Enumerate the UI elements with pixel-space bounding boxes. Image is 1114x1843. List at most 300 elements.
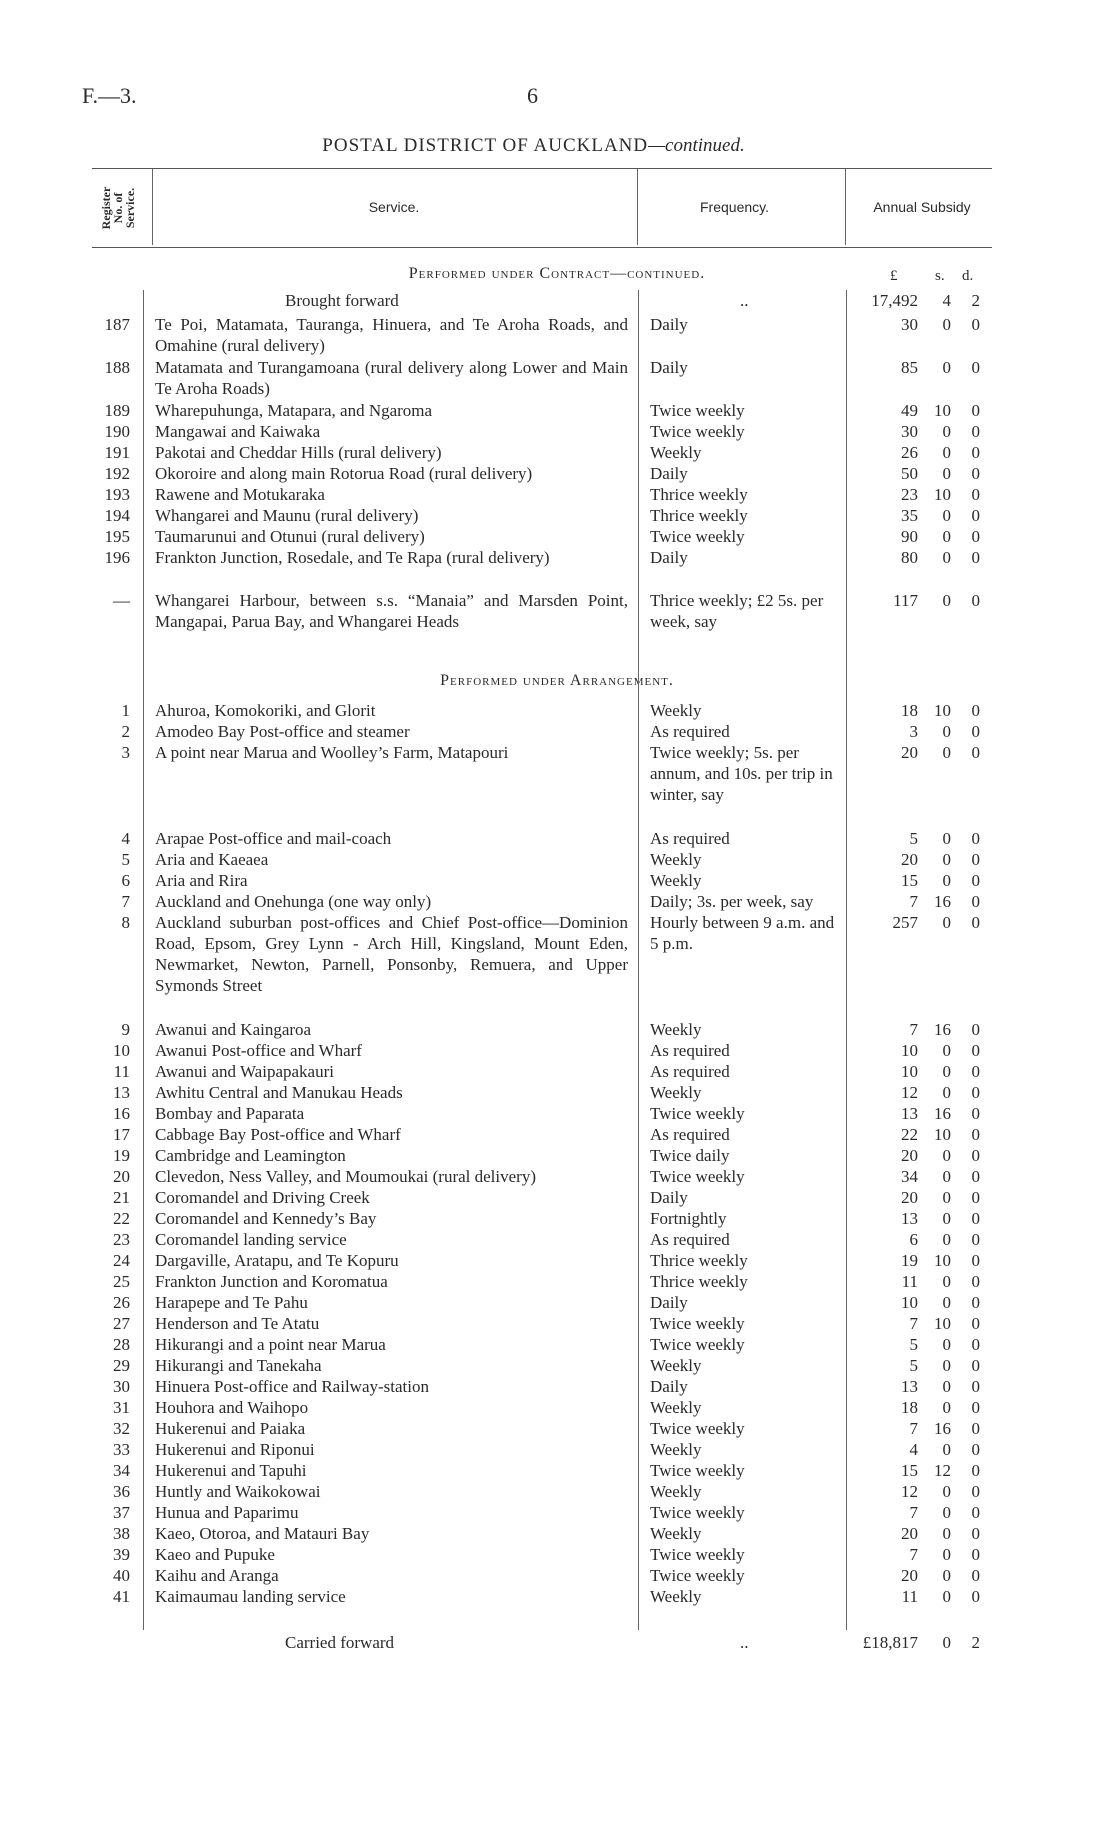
- service-name: Kaimaumau landing service: [155, 1587, 346, 1606]
- register-number: 188: [104, 358, 130, 377]
- register-number: 28: [113, 1335, 130, 1354]
- subsidy-pounds: 5: [909, 1356, 918, 1375]
- page-number: 6: [527, 83, 538, 108]
- subsidy-pence: 0: [971, 1209, 980, 1228]
- service-name: Frankton Junction, Rosedale, and Te Rapa (rural delivery): [155, 548, 550, 567]
- subsidy-shillings: 16: [934, 892, 951, 911]
- subsidy-pounds: 90: [901, 527, 918, 546]
- register-number: 32: [113, 1419, 130, 1438]
- subsidy-pence: 0: [971, 829, 980, 848]
- subsidy-pounds: 10: [901, 1062, 918, 1081]
- subsidy-pence: 0: [971, 1545, 980, 1564]
- subsidy-pounds: 11: [901, 1587, 918, 1606]
- service-name: Kaeo, Otoroa, and Matauri Bay: [155, 1524, 370, 1543]
- frequency: Twice weekly: [650, 1335, 745, 1354]
- frequency: Twice weekly: [650, 1314, 745, 1333]
- subsidy-pounds: 20: [901, 1524, 918, 1543]
- register-number: 23: [113, 1230, 130, 1249]
- subsidy-pence: 0: [971, 892, 980, 911]
- subsidy-shillings: 10: [934, 401, 951, 420]
- frequency: As required: [650, 1230, 730, 1249]
- register-number: 13: [113, 1083, 130, 1102]
- register-number: 25: [113, 1272, 130, 1291]
- frequency: As required: [650, 829, 730, 848]
- subsidy-pounds: 7: [909, 1020, 918, 1039]
- register-number: 19: [113, 1146, 130, 1165]
- subsidy-pence: 0: [971, 1335, 980, 1354]
- subsidy-pence: 0: [971, 1503, 980, 1522]
- subsidy-pence: 0: [971, 1524, 980, 1543]
- subsidy-pence: 0: [971, 464, 980, 483]
- subsidy-shillings: 0: [942, 1146, 951, 1165]
- service-name: Coromandel landing service: [155, 1230, 347, 1249]
- subsidy-pounds: 30: [901, 315, 918, 334]
- frequency: Daily; 3s. per week, say: [650, 892, 814, 911]
- frequency: Thrice weekly: [650, 1251, 748, 1270]
- subsidy-shillings: 0: [942, 548, 951, 567]
- currency-pounds: £: [890, 268, 898, 284]
- subsidy-shillings: 0: [942, 1524, 951, 1543]
- frequency: Twice weekly: [650, 1545, 745, 1564]
- subsidy-pounds: 35: [901, 506, 918, 525]
- subsidy-pence: 0: [971, 1377, 980, 1396]
- subsidy-shillings: 0: [942, 358, 951, 377]
- service-name: Amodeo Bay Post-office and steamer: [155, 722, 410, 741]
- subsidy-shillings: 10: [934, 701, 951, 720]
- subsidy-pence: 0: [971, 722, 980, 741]
- subsidy-pounds: 12: [901, 1482, 918, 1501]
- register-number: 21: [113, 1188, 130, 1207]
- subsidy-pence: 0: [971, 1440, 980, 1459]
- subsidy-shillings: 16: [934, 1104, 951, 1123]
- register-column-header: Register No. of Service.: [99, 186, 137, 230]
- service-name: Frankton Junction and Koromatua: [155, 1272, 388, 1291]
- subsidy-shillings: 0: [942, 1633, 951, 1652]
- frequency: Weekly: [650, 1356, 702, 1375]
- register-number: 191: [104, 443, 130, 462]
- register-number: 11: [113, 1062, 130, 1081]
- register-number: 190: [104, 422, 130, 441]
- page-reference: F.—3.: [82, 83, 137, 108]
- frequency: As required: [650, 1125, 730, 1144]
- subsidy-pence: 0: [971, 1062, 980, 1081]
- subsidy-pounds: 26: [901, 443, 918, 462]
- subsidy-shillings: 0: [942, 913, 951, 932]
- frequency: Weekly: [650, 871, 702, 890]
- subsidy-pence: 0: [971, 1020, 980, 1039]
- service-name: Ahuroa, Komokoriki, and Glorit: [155, 701, 376, 720]
- subsidy-pounds: 117: [893, 591, 918, 610]
- subsidy-pence: 0: [971, 591, 980, 610]
- subsidy-shillings: 0: [942, 1377, 951, 1396]
- subsidy-pounds: 50: [901, 464, 918, 483]
- frequency: Twice weekly: [650, 1566, 745, 1585]
- frequency: Twice weekly: [650, 1104, 745, 1123]
- service-name: Hikurangi and a point near Marua: [155, 1335, 386, 1354]
- subsidy-shillings: 0: [942, 1482, 951, 1501]
- subsidy-pence: 0: [971, 401, 980, 420]
- subsidy-pence: 0: [971, 548, 980, 567]
- subsidy-pounds: 4: [909, 1440, 918, 1459]
- service-name: Brought forward: [285, 291, 399, 310]
- service-name: Hukerenui and Riponui: [155, 1440, 315, 1459]
- service-name: Hunua and Paparimu: [155, 1503, 299, 1522]
- subsidy-pounds: 15: [901, 871, 918, 890]
- frequency: Twice weekly: [650, 422, 745, 441]
- subsidy-pounds: 10: [901, 1293, 918, 1312]
- service-name: Huntly and Waikokowai: [155, 1482, 321, 1501]
- subsidy-pence: 0: [971, 506, 980, 525]
- service-name: Auckland suburban post-offices and Chief Post-office—Dominion Road, Epsom, Grey Lynn - Arch Hill, Kingsland, Mount Eden, Newmarket, Newton, Parnell, Ponsonby, Remuera, and Upper Symonds Street: [155, 913, 628, 995]
- frequency: Twice weekly: [650, 1503, 745, 1522]
- service-name: Clevedon, Ness Valley, and Moumoukai (rural delivery): [155, 1167, 536, 1186]
- subsidy-shillings: 0: [942, 506, 951, 525]
- subsidy-pence: 0: [971, 1146, 980, 1165]
- register-number: 26: [113, 1293, 130, 1312]
- subsidy-pence: 0: [971, 1356, 980, 1375]
- subsidy-pence: 2: [971, 291, 980, 310]
- subsidy-pounds: 13: [901, 1104, 918, 1123]
- service-name: Kaihu and Aranga: [155, 1566, 279, 1585]
- subsidy-pence: 0: [971, 743, 980, 762]
- frequency: Weekly: [650, 1482, 702, 1501]
- service-name: Awanui and Waipapakauri: [155, 1062, 334, 1081]
- frequency: Daily: [650, 315, 688, 334]
- register-number: 6: [121, 871, 130, 890]
- frequency: Weekly: [650, 443, 702, 462]
- subsidy-shillings: 12: [934, 1461, 951, 1480]
- service-name: Matamata and Turangamoana (rural delivery along Lower and Main Te Aroha Roads): [155, 358, 628, 398]
- subsidy-shillings: 4: [942, 291, 951, 310]
- frequency: Twice daily: [650, 1146, 730, 1165]
- subsidy-pence: 0: [971, 1188, 980, 1207]
- service-name: Henderson and Te Atatu: [155, 1314, 320, 1333]
- subsidy-pence: 0: [971, 871, 980, 890]
- subsidy-pounds: 20: [901, 1566, 918, 1585]
- register-number: 2: [121, 722, 130, 741]
- service-name: Mangawai and Kaiwaka: [155, 422, 321, 441]
- subsidy-pence: 0: [971, 1041, 980, 1060]
- subsidy-pounds: 7: [909, 1545, 918, 1564]
- subsidy-pence: 0: [971, 913, 980, 932]
- frequency: Twice weekly: [650, 1167, 745, 1186]
- service-name: Cabbage Bay Post-office and Wharf: [155, 1125, 401, 1144]
- register-number: 193: [104, 485, 130, 504]
- subsidy-pounds: 22: [901, 1125, 918, 1144]
- service-name: Taumarunui and Otunui (rural delivery): [155, 527, 425, 546]
- subsidy-pounds: 49: [901, 401, 918, 420]
- subsidy-shillings: 0: [942, 1041, 951, 1060]
- subsidy-shillings: 0: [942, 1587, 951, 1606]
- register-number: 7: [121, 892, 130, 911]
- subsidy-pounds: 19: [901, 1251, 918, 1270]
- subsidy-shillings: 0: [942, 829, 951, 848]
- register-number: 194: [104, 506, 130, 525]
- register-number: 41: [113, 1587, 130, 1606]
- currency-shillings: s.: [935, 268, 945, 284]
- subsidy-pence: 0: [971, 1230, 980, 1249]
- subsidy-shillings: 0: [942, 422, 951, 441]
- register-number: 10: [113, 1041, 130, 1060]
- register-number: 34: [113, 1461, 130, 1480]
- subsidy-pence: 0: [971, 527, 980, 546]
- subsidy-shillings: 0: [942, 1356, 951, 1375]
- frequency: Daily: [650, 1188, 688, 1207]
- frequency: Fortnightly: [650, 1209, 727, 1228]
- subsidy-shillings: 0: [942, 1293, 951, 1312]
- subsidy-shillings: 0: [942, 1272, 951, 1291]
- frequency: Daily: [650, 358, 688, 377]
- register-number: 39: [113, 1545, 130, 1564]
- subsidy-shillings: 0: [942, 315, 951, 334]
- subsidy-pounds: 20: [901, 1146, 918, 1165]
- subsidy-pounds: 18: [901, 1398, 918, 1417]
- frequency: Daily: [650, 548, 688, 567]
- subsidy-pence: 2: [971, 1633, 980, 1652]
- register-number: 24: [113, 1251, 130, 1270]
- subsidy-shillings: 10: [934, 1125, 951, 1144]
- subsidy-pence: 0: [971, 850, 980, 869]
- subsidy-shillings: 0: [942, 722, 951, 741]
- subsidy-pounds: 20: [901, 743, 918, 762]
- register-number: 8: [121, 913, 130, 932]
- subsidy-pounds: 20: [901, 850, 918, 869]
- frequency: Twice weekly: [650, 1461, 745, 1480]
- subsidy-pounds: 6: [909, 1230, 918, 1249]
- subsidy-pence: 0: [971, 1104, 980, 1123]
- service-name: Te Poi, Matamata, Tauranga, Hinuera, and Te Aroha Roads, and Omahine (rural delivery): [155, 315, 628, 355]
- service-name: Dargaville, Aratapu, and Te Kopuru: [155, 1251, 399, 1270]
- service-name: Bombay and Paparata: [155, 1104, 305, 1123]
- subsidy-pounds: 13: [901, 1377, 918, 1396]
- register-number: 9: [121, 1020, 130, 1039]
- subsidy-pence: 0: [971, 1083, 980, 1102]
- title-suffix: —continued.: [648, 135, 745, 156]
- service-name: Coromandel and Kennedy’s Bay: [155, 1209, 377, 1228]
- service-name: Awhitu Central and Manukau Heads: [155, 1083, 403, 1102]
- subsidy-shillings: 0: [942, 1230, 951, 1249]
- subsidy-shillings: 0: [942, 1167, 951, 1186]
- register-number: 27: [113, 1314, 130, 1333]
- subsidy-pence: 0: [971, 1461, 980, 1480]
- register-number: —: [113, 591, 130, 610]
- register-number: 33: [113, 1440, 130, 1459]
- frequency: Weekly: [650, 1020, 702, 1039]
- subsidy-pounds: 23: [901, 485, 918, 504]
- frequency: As required: [650, 1041, 730, 1060]
- subsidy-column-header: Annual Subsidy: [873, 199, 971, 215]
- register-number: 40: [113, 1566, 130, 1585]
- subsidy-pounds: 7: [909, 1314, 918, 1333]
- subsidy-pounds: 5: [909, 829, 918, 848]
- service-name: Coromandel and Driving Creek: [155, 1188, 370, 1207]
- frequency: ..: [740, 1633, 749, 1652]
- subsidy-shillings: 0: [942, 591, 951, 610]
- subsidy-pounds: 10: [901, 1041, 918, 1060]
- subsidy-pence: 0: [971, 1125, 980, 1144]
- service-name: Hinuera Post-office and Railway-station: [155, 1377, 429, 1396]
- subsidy-shillings: 16: [934, 1419, 951, 1438]
- subsidy-shillings: 0: [942, 743, 951, 762]
- subsidy-pence: 0: [971, 1272, 980, 1291]
- subsidy-pence: 0: [971, 1293, 980, 1312]
- register-number: 37: [113, 1503, 130, 1522]
- subsidy-pounds: 20: [901, 1188, 918, 1207]
- frequency: Twice weekly; 5s. per annum, and 10s. per trip in winter, say: [650, 743, 833, 804]
- subsidy-pounds: 13: [901, 1209, 918, 1228]
- register-number: 30: [113, 1377, 130, 1396]
- subsidy-pounds: 12: [901, 1083, 918, 1102]
- service-name: Awanui Post-office and Wharf: [155, 1041, 362, 1060]
- frequency: ..: [740, 291, 749, 310]
- register-number: 195: [104, 527, 130, 546]
- subsidy-pounds: 18: [901, 701, 918, 720]
- subsidy-shillings: 0: [942, 1062, 951, 1081]
- service-name: Awanui and Kaingaroa: [155, 1020, 312, 1039]
- service-name: Whangarei and Maunu (rural delivery): [155, 506, 419, 525]
- frequency: Weekly: [650, 1398, 702, 1417]
- subsidy-pounds: £18,817: [862, 1633, 918, 1652]
- service-column-header: Service.: [368, 199, 420, 215]
- service-name: Hikurangi and Tanekaha: [155, 1356, 322, 1375]
- subsidy-pounds: 34: [901, 1167, 918, 1186]
- frequency: Daily: [650, 1293, 688, 1312]
- frequency: Twice weekly: [650, 527, 745, 546]
- subsidy-pounds: 7: [909, 1419, 918, 1438]
- register-number: 36: [113, 1482, 130, 1501]
- subsidy-pounds: 15: [901, 1461, 918, 1480]
- register-number: 3: [121, 743, 130, 762]
- register-number: 189: [104, 401, 130, 420]
- service-name: Aria and Kaeaea: [155, 850, 269, 869]
- service-name: Rawene and Motukaraka: [155, 485, 325, 504]
- service-name: Pakotai and Cheddar Hills (rural delivery): [155, 443, 442, 462]
- subsidy-pounds: 257: [892, 913, 918, 932]
- service-name: Auckland and Onehunga (one way only): [155, 892, 432, 911]
- service-name: Hukerenui and Tapuhi: [155, 1461, 307, 1480]
- service-name: Whangarei Harbour, between s.s. “Manaia” and Marsden Point, Mangapai, Parua Bay, and Whangarei Heads: [155, 591, 628, 631]
- register-number: 29: [113, 1356, 130, 1375]
- frequency: Twice weekly: [650, 1419, 745, 1438]
- subsidy-shillings: 16: [934, 1020, 951, 1039]
- subsidy-pounds: 80: [901, 548, 918, 567]
- subsidy-shillings: 0: [942, 1083, 951, 1102]
- subsidy-pence: 0: [971, 422, 980, 441]
- section-arrangement-title: Performed under Arrangement.: [440, 672, 674, 689]
- subsidy-shillings: 0: [942, 464, 951, 483]
- frequency: Thrice weekly: [650, 485, 748, 504]
- subsidy-pounds: 17,492: [871, 291, 918, 310]
- subsidy-shillings: 0: [942, 527, 951, 546]
- subsidy-shillings: 0: [942, 1209, 951, 1228]
- subsidy-pence: 0: [971, 485, 980, 504]
- subsidy-shillings: 0: [942, 1335, 951, 1354]
- register-number: 20: [113, 1167, 130, 1186]
- frequency: As required: [650, 1062, 730, 1081]
- register-number: 192: [104, 464, 130, 483]
- subsidy-shillings: 10: [934, 485, 951, 504]
- subsidy-pence: 0: [971, 1167, 980, 1186]
- register-number: 31: [113, 1398, 130, 1417]
- service-name: A point near Marua and Woolley’s Farm, Matapouri: [155, 743, 509, 762]
- service-name: Cambridge and Leamington: [155, 1146, 346, 1165]
- frequency: Weekly: [650, 701, 702, 720]
- subsidy-pence: 0: [971, 358, 980, 377]
- frequency: As required: [650, 722, 730, 741]
- subsidy-pounds: 85: [901, 358, 918, 377]
- frequency: Twice weekly: [650, 401, 745, 420]
- title-main: POSTAL DISTRICT OF AUCKLAND: [322, 135, 649, 156]
- subsidy-pence: 0: [971, 1398, 980, 1417]
- subsidy-pence: 0: [971, 443, 980, 462]
- frequency: Hourly between 9 a.m. and 5 p.m.: [650, 913, 835, 953]
- frequency: Weekly: [650, 850, 702, 869]
- subsidy-pounds: 3: [909, 722, 918, 741]
- frequency: Daily: [650, 1377, 688, 1396]
- subsidy-pounds: 30: [901, 422, 918, 441]
- subsidy-pence: 0: [971, 1251, 980, 1270]
- subsidy-pence: 0: [971, 701, 980, 720]
- frequency: Daily: [650, 464, 688, 483]
- subsidy-pounds: 7: [909, 892, 918, 911]
- subsidy-shillings: 0: [942, 1545, 951, 1564]
- subsidy-shillings: 0: [942, 850, 951, 869]
- frequency: Thrice weekly: [650, 506, 748, 525]
- frequency: Weekly: [650, 1587, 702, 1606]
- subsidy-pence: 0: [971, 315, 980, 334]
- subsidy-shillings: 10: [934, 1251, 951, 1270]
- page-title: [0, 135, 1067, 157]
- register-number: 5: [121, 850, 130, 869]
- register-number: 187: [104, 315, 130, 334]
- subsidy-shillings: 0: [942, 1503, 951, 1522]
- subsidy-pence: 0: [971, 1419, 980, 1438]
- service-name: Carried forward: [285, 1633, 395, 1652]
- service-name: Harapepe and Te Pahu: [155, 1293, 308, 1312]
- register-number: 4: [121, 829, 130, 848]
- subsidy-pence: 0: [971, 1314, 980, 1333]
- service-name: Arapae Post-office and mail-coach: [155, 829, 392, 848]
- service-name: Wharepuhunga, Matapara, and Ngaroma: [155, 401, 433, 420]
- service-name: Houhora and Waihopo: [155, 1398, 309, 1417]
- column-header: [92, 168, 992, 248]
- subsidy-pence: 0: [971, 1566, 980, 1585]
- subsidy-shillings: 0: [942, 443, 951, 462]
- register-number: 1: [121, 701, 130, 720]
- register-number: 38: [113, 1524, 130, 1543]
- service-name: Kaeo and Pupuke: [155, 1545, 275, 1564]
- register-number: 22: [113, 1209, 130, 1228]
- subsidy-pence: 0: [971, 1482, 980, 1501]
- frequency: Weekly: [650, 1083, 702, 1102]
- frequency: Weekly: [650, 1524, 702, 1543]
- subsidy-shillings: 0: [942, 1188, 951, 1207]
- section-contract-title: Performed under Contract—continued.: [408, 265, 706, 282]
- subsidy-pounds: 7: [909, 1503, 918, 1522]
- frequency: Thrice weekly: [650, 1272, 748, 1291]
- service-name: Okoroire and along main Rotorua Road (rural delivery): [155, 464, 533, 483]
- service-name: Hukerenui and Paiaka: [155, 1419, 306, 1438]
- subsidy-pounds: 5: [909, 1335, 918, 1354]
- frequency: Thrice weekly; £2 5s. per week, say: [650, 591, 824, 631]
- subsidy-shillings: 0: [942, 1398, 951, 1417]
- frequency: Weekly: [650, 1440, 702, 1459]
- subsidy-shillings: 0: [942, 1566, 951, 1585]
- register-number: 17: [113, 1125, 130, 1144]
- service-name: Aria and Rira: [155, 871, 248, 890]
- subsidy-shillings: 0: [942, 1440, 951, 1459]
- register-number: 196: [104, 548, 130, 567]
